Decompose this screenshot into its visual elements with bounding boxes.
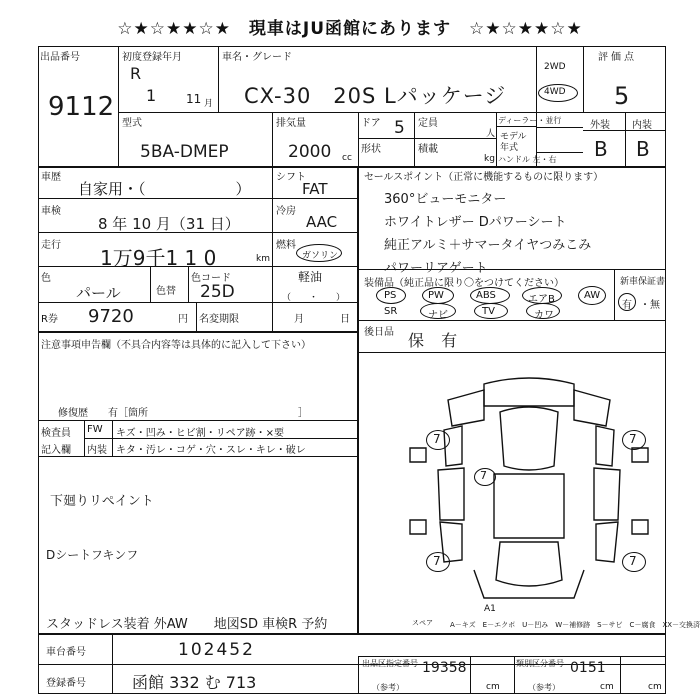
- score-ext-label: 外装: [590, 120, 610, 131]
- cooling-label: 冷房: [276, 206, 296, 217]
- car-diagram: [404, 370, 654, 610]
- fuel-label: 燃料: [276, 240, 296, 251]
- fuel-paren: （ ・ ）: [282, 293, 346, 303]
- equip-tv-circle: [474, 303, 508, 319]
- first-reg-month-unit: 月: [204, 99, 214, 109]
- inspector-note-1: 下廻りリペイント: [50, 494, 154, 509]
- drive-4wd: 4WD: [544, 87, 566, 97]
- first-reg-year: 1: [146, 86, 157, 105]
- displacement-label: 排気量: [276, 118, 306, 129]
- chassis-value: 102452: [178, 640, 255, 660]
- warranty-label: 新車保証書: [620, 277, 666, 287]
- mileage-value: 1万9千1 1 0: [100, 246, 217, 270]
- equipment-label: 装備品（純正品に限り〇をつけてください）: [364, 278, 564, 289]
- color-code-label: 色コード: [191, 273, 231, 284]
- equip-aw-circle: [578, 286, 606, 305]
- equip-ps: PS: [384, 290, 397, 301]
- warranty-yes: 有: [622, 300, 632, 311]
- recycle-unit: 円: [178, 314, 188, 325]
- load-unit: kg: [484, 154, 495, 164]
- shape-label: 形状: [361, 144, 381, 155]
- first-reg-era: R: [130, 64, 142, 83]
- inspection-value: 8 年 10 月（31 日）: [98, 215, 240, 233]
- sales-point-2: ホワイトレザー Dパワーシート: [384, 215, 567, 230]
- category-no-value: 0151: [570, 660, 606, 676]
- color-label: 色: [41, 273, 51, 284]
- equip-sr: SR: [384, 306, 398, 317]
- model-year-label1: モデル: [500, 132, 527, 142]
- diagram-spare: スペア: [412, 619, 433, 627]
- notes-frame: [38, 332, 358, 634]
- equip-abs: ABS: [476, 290, 496, 301]
- category-no-label1: 類別区分番号: [516, 659, 564, 668]
- pre-area-label2: （参考）: [372, 683, 404, 692]
- type-code-value: 5BA-DMEP: [140, 142, 229, 162]
- score-ext-value: B: [594, 137, 608, 161]
- equip-navi-circle: [420, 303, 456, 319]
- equip-pw-circle: [422, 287, 454, 304]
- cooling-value: AAC: [306, 213, 338, 231]
- notes-label: 注意事項申告欄（不具合内容等は具体的に記入して下さい）: [41, 340, 311, 351]
- type-code-label: 型式: [122, 118, 142, 129]
- diagram-legend: A－キズ E－エクボ U－凹み W－補修跡 S－サビ C－腐食 XX－交換済: [450, 621, 700, 629]
- pre-area-label1: 出品区指定番号: [362, 659, 418, 668]
- score-label: 評価点: [598, 52, 637, 63]
- equip-leather: カワ: [534, 310, 554, 321]
- displacement-unit: cc: [342, 153, 352, 163]
- cm-2: cm: [600, 682, 614, 692]
- sales-point-4: パワーリアゲート: [384, 261, 488, 276]
- model-name-value: CX-30 20S Lパッケージ: [244, 84, 507, 108]
- damage-mark-4-text: 7: [629, 554, 637, 568]
- inspector-note-3: スタッドレス装着 外AW 地図SD 車検R 予約: [46, 617, 328, 632]
- reg-no-label: 登録番号: [46, 678, 86, 689]
- damage-mark-5-text: 7: [480, 469, 487, 482]
- doors-label: ドア: [361, 118, 381, 129]
- damage-mark-2-text: 7: [629, 432, 637, 446]
- model-year-label2: 年式: [500, 143, 519, 153]
- mileage-label: 走行: [41, 240, 61, 251]
- repair-label: 修復歴 有［箇所 ］: [58, 408, 308, 419]
- inspector-row2-tag: 内装: [87, 445, 107, 456]
- equip-leather-circle: [526, 303, 560, 319]
- reg-no-value: 函館 332 む 713: [132, 673, 257, 692]
- rear-seat-value: 保 有: [408, 331, 464, 350]
- equip-airbag: エアB: [528, 294, 555, 305]
- history-label: 車歴: [41, 172, 61, 183]
- mileage-unit: km: [256, 254, 270, 264]
- drive-2wd: 2WD: [544, 62, 566, 72]
- diagram-a1: A1: [484, 604, 496, 614]
- displacement-value: 2000: [288, 142, 332, 162]
- inspector-row1-tag: FW: [87, 424, 103, 435]
- load-label: 積載: [418, 144, 438, 155]
- capacity-label: 定員: [418, 118, 438, 129]
- capacity-unit: 人: [486, 129, 496, 139]
- equip-navi: ナビ: [428, 310, 448, 321]
- equip-airbag-circle: [522, 287, 562, 304]
- inspector-label1: 検査員: [41, 428, 71, 439]
- equip-tv: TV: [482, 306, 495, 317]
- score-value: 5: [614, 82, 630, 110]
- reg-period-month: 月: [294, 314, 304, 325]
- sales-point-3: 純正アルミ＋サマータイヤつみこみ: [384, 238, 592, 253]
- first-reg-month: 11: [186, 92, 202, 106]
- rear-seat-label: 後日品: [364, 327, 394, 338]
- sales-point-1: 360°ビューモニター: [384, 192, 507, 207]
- cm-3: cm: [648, 682, 662, 692]
- damage-mark-3-text: 7: [433, 554, 441, 568]
- handle-label: ハンドル 左・右: [498, 155, 557, 164]
- dealer-label: ディーラー・並行: [498, 116, 562, 125]
- recycle-label: R券: [41, 314, 58, 325]
- color-change-label: 色替: [156, 286, 176, 297]
- equip-ps-circle: [376, 287, 406, 304]
- inspector-row2-text: キタ・汚レ・コゲ・穴・スレ・キレ・破レ: [116, 445, 306, 456]
- score-int-value: B: [636, 137, 650, 161]
- cm-1: cm: [486, 682, 500, 692]
- banner: ☆★☆★★☆★ 現車はJU函館にあります ☆★☆★★☆★: [117, 19, 583, 39]
- inspection-label: 車検: [41, 206, 61, 217]
- recycle-value: 9720: [88, 306, 134, 327]
- doors-value: 5: [394, 118, 405, 138]
- equip-pw: PW: [428, 290, 444, 301]
- shift-value: FAT: [302, 180, 328, 198]
- fuel-gasoline: ガソリン: [302, 251, 339, 261]
- color-value: パール: [76, 284, 121, 302]
- lot-label: 出品番号: [40, 52, 80, 63]
- chassis-label: 車台番号: [46, 647, 86, 658]
- category-no-label2: （参考）: [528, 683, 560, 692]
- reg-period-label: 名変期限: [199, 314, 239, 325]
- model-name-label: 車名・グレード: [222, 52, 292, 63]
- shift-label: シフト: [276, 172, 306, 183]
- equip-aw: AW: [584, 290, 601, 301]
- equip-abs-circle: [470, 287, 510, 304]
- damage-mark-1-text: 7: [433, 432, 441, 446]
- inspector-note-2: Dシートフキンフ: [46, 548, 139, 562]
- inspector-label2: 記入欄: [41, 445, 71, 456]
- color-code-value: 25D: [200, 282, 235, 302]
- lot-value: 9112: [48, 92, 115, 122]
- first-reg-label: 初度登録年月: [122, 52, 182, 63]
- inspector-row1-text: キズ・凹み・ヒビ割・リペア跡・×要: [116, 428, 284, 439]
- fuel-diesel: 軽油: [298, 270, 323, 284]
- warranty-no: ・無: [640, 300, 660, 311]
- history-value: 自家用・（ ）: [78, 180, 251, 198]
- reg-period-day: 日: [340, 314, 350, 325]
- sales-points-label: セールスポイント（正常に機能するものに限ります）: [364, 172, 604, 183]
- pre-area-value: 19358: [422, 660, 467, 676]
- score-int-label: 内装: [632, 120, 652, 131]
